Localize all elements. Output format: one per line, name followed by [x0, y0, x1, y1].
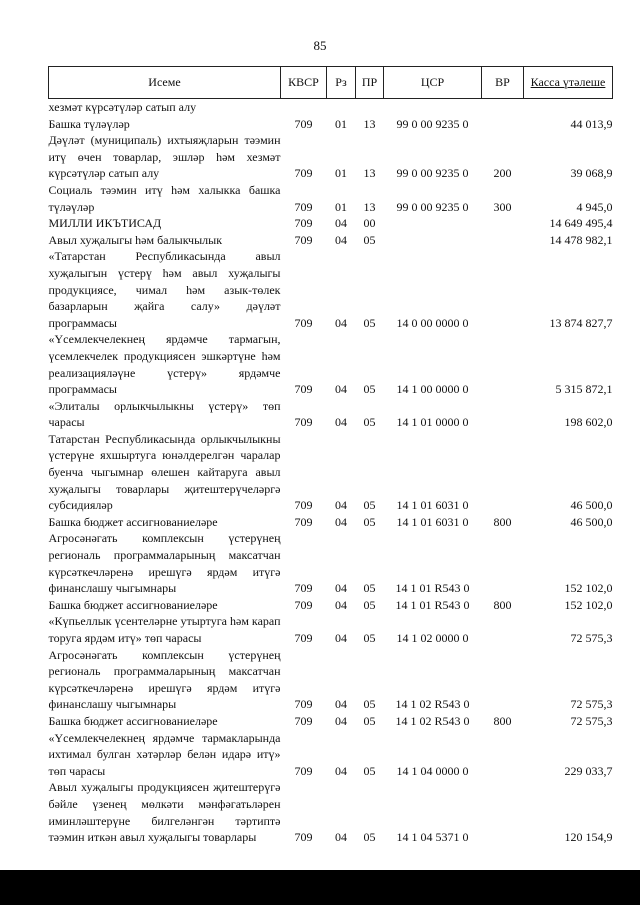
row-vr: 200 [493, 166, 512, 181]
row-kvsr: 709 [294, 315, 313, 330]
row-name: «Күпьеллык үсентеләрне утыртуга һәм карап торуга ярдәм итү» төп чарасы [48, 614, 281, 645]
row-vr: 800 [493, 597, 512, 612]
table-row [49, 730, 613, 780]
row-rz: 04 [335, 713, 347, 728]
row-vr: 800 [493, 514, 512, 529]
row-pr: 05 [363, 597, 376, 612]
row-csr: 14 1 01 6031 0 [396, 514, 469, 529]
row-csr: 14 1 02 R543 0 [395, 713, 470, 728]
row-pr: 05 [363, 498, 376, 513]
row-name: Башка бюджет ассигнованиеләре [48, 597, 218, 612]
row-pr [356, 99, 384, 116]
scan-bottom-edge [0, 870, 640, 905]
row-vr [482, 331, 524, 397]
table-row [49, 597, 613, 614]
row-rz [327, 99, 356, 116]
row-rz: 04 [335, 597, 347, 612]
row-kvsr: 709 [294, 216, 313, 231]
row-kassa: 14 478 982,1 [549, 232, 613, 247]
row-csr: 14 1 04 5371 0 [396, 830, 469, 845]
row-vr [482, 730, 524, 780]
row-name: Агросәнәгать комплексын үстерүнең региональ программаларының максатчан күрсәткечләренә ирешүгә ярдәм итүгә финанслашу чыгымнары [48, 531, 281, 596]
row-kassa: 229 033,7 [564, 763, 613, 778]
row-kassa: 152 102,0 [564, 581, 613, 596]
row-kassa: 44 013,9 [570, 116, 613, 131]
row-csr: 14 1 01 0000 0 [396, 415, 469, 430]
row-csr: 14 1 01 R543 0 [395, 597, 470, 612]
row-vr [482, 431, 524, 514]
table-row [49, 99, 613, 116]
row-rz: 04 [335, 498, 347, 513]
row-pr: 13 [363, 116, 376, 131]
row-csr [384, 99, 482, 116]
col-header-csr: ЦСР [384, 67, 482, 99]
row-name: «Татарстан Республикасында авыл хуҗалыгын үстерү һәм авыл хуҗалыгы продукциясе, чимал һәм азык-төлек базарларын җайга салу» дәүләт программасы [48, 249, 281, 330]
row-name: Дәүләт (муниципаль) ихтыяҗларын тәэмин итү өчен товарлар, эшләр һәм хезмәт күрсәтүләр сатып алу [48, 133, 281, 181]
row-rz: 04 [335, 232, 347, 247]
row-vr [482, 116, 524, 133]
row-pr: 05 [363, 514, 376, 529]
table-row [49, 248, 613, 331]
row-csr: 99 0 00 9235 0 [396, 166, 469, 181]
row-kvsr: 709 [294, 597, 313, 612]
row-name: хезмәт күрсәтүләр сатып алу [48, 100, 197, 114]
row-rz: 01 [335, 116, 347, 131]
row-vr [482, 530, 524, 596]
row-rz: 04 [335, 382, 347, 397]
row-kvsr: 709 [294, 631, 313, 645]
row-kvsr: 709 [294, 830, 313, 845]
table-row [49, 182, 613, 215]
row-kassa: 198 602,0 [564, 415, 613, 430]
row-kvsr: 709 [294, 498, 313, 513]
col-header-kassa [524, 67, 613, 99]
row-kassa [524, 99, 613, 116]
row-name: «Үсемлекчелекнең ярдәмче тармакларында ихтимал булган хәтәрләр белән идарә итү» төп чарасы [48, 730, 281, 778]
row-kassa: 5 315 872,1 [555, 382, 613, 397]
table-row [49, 713, 613, 730]
row-kassa: 39 068,9 [570, 166, 613, 181]
row-pr: 05 [363, 713, 376, 728]
table-row [49, 132, 613, 182]
row-pr: 05 [363, 631, 376, 645]
row-csr: 14 1 00 0000 0 [396, 382, 469, 397]
page-number: 85 [313, 38, 327, 53]
table-row [49, 215, 613, 232]
row-vr [482, 248, 524, 331]
row-rz: 04 [335, 697, 347, 712]
row-kvsr: 709 [294, 713, 313, 728]
row-rz: 04 [335, 216, 347, 231]
row-csr: 14 1 01 R543 0 [395, 581, 470, 596]
col-header-kvsr: КВСР [281, 67, 327, 99]
row-kassa: 14 649 495,4 [549, 216, 613, 231]
row-kassa: 4 945,0 [576, 199, 613, 214]
col-header-pr: ПР [356, 67, 384, 99]
row-kvsr: 709 [294, 166, 313, 181]
row-pr: 05 [363, 763, 376, 778]
row-kassa: 120 154,9 [564, 830, 613, 845]
row-vr [482, 779, 524, 845]
table-row [49, 116, 613, 133]
row-vr [482, 647, 524, 713]
row-vr [482, 613, 524, 646]
row-rz: 04 [335, 631, 347, 645]
row-name: Авыл хуҗалыгы һәм балыкчылык [48, 232, 223, 247]
row-pr: 05 [363, 581, 376, 596]
row-rz: 04 [335, 315, 347, 330]
row-csr [384, 232, 482, 249]
table-header-row [49, 67, 613, 99]
row-vr [482, 232, 524, 249]
row-csr: 99 0 00 9235 0 [396, 199, 469, 214]
row-kassa: 46 500,0 [570, 514, 613, 529]
table-row [49, 647, 613, 713]
row-kvsr: 709 [294, 697, 313, 712]
row-kassa: 72 575,3 [570, 697, 613, 712]
row-kvsr: 709 [294, 415, 313, 430]
row-csr: 14 0 00 0000 0 [396, 315, 469, 330]
row-pr: 05 [363, 415, 376, 430]
row-rz: 01 [335, 166, 347, 181]
row-kassa: 72 575,3 [570, 631, 613, 645]
row-rz: 04 [335, 581, 347, 596]
row-name: Башка бюджет ассигнованиеләре [48, 514, 218, 529]
row-kvsr: 709 [294, 382, 313, 397]
row-vr [482, 398, 524, 431]
kassa-label: Касса үтәлеше [530, 75, 606, 89]
row-csr [384, 215, 482, 232]
row-kassa: 46 500,0 [570, 498, 613, 513]
row-kvsr: 709 [294, 763, 313, 778]
row-pr: 05 [363, 697, 376, 712]
row-kvsr: 709 [294, 514, 313, 529]
col-header-rz: Рз [327, 67, 356, 99]
row-csr: 14 1 01 6031 0 [396, 498, 469, 513]
row-name: МИЛЛИ ИКЪТИСАД [48, 216, 162, 231]
row-kvsr: 709 [294, 116, 313, 131]
row-csr: 14 1 04 0000 0 [396, 763, 469, 778]
table-row [49, 613, 613, 646]
table-row [49, 530, 613, 596]
row-kvsr: 709 [294, 232, 313, 247]
row-name: Авыл хуҗалыгы продукциясен җитештерүгә бәйле үзенең мөлкәти мәнфәгатьләрен иминләштерүне билгеләнгән тәртиптә тәэмин иткән авыл хуҗалыгы товарлары [48, 780, 281, 845]
row-vr: 300 [493, 199, 512, 214]
row-name: Башка бюджет ассигнованиеләре [48, 713, 218, 728]
col-header-vr: ВР [482, 67, 524, 99]
row-rz: 04 [335, 514, 347, 529]
row-pr: 05 [363, 382, 376, 397]
row-vr [482, 215, 524, 232]
row-csr: 14 1 02 R543 0 [395, 697, 470, 712]
table-row [49, 331, 613, 397]
row-rz: 04 [335, 830, 347, 845]
row-csr: 99 0 00 9235 0 [396, 116, 469, 131]
row-name: Татарстан Республикасында орлыкчылыкны үстерүне яхшыртуга юнәлдерелгән чаралар буенча чыгымнар өлешен кайтаруга авыл хуҗалыгы товарлары җитештерүчеләргә субсидияләр [48, 431, 281, 513]
row-csr: 14 1 02 0000 0 [396, 631, 469, 645]
table-row [49, 514, 613, 531]
row-vr: 800 [493, 713, 512, 728]
row-pr: 05 [363, 315, 376, 330]
row-name: Агросәнәгать комплексын үстерүнең региональ программаларының максатчан күрсәткечләренә ирешүгә ярдәм итүгә финанслашу чыгымнары [48, 647, 281, 712]
row-kvsr [281, 99, 327, 116]
row-vr [482, 99, 524, 116]
table-row [49, 232, 613, 249]
table-row [49, 431, 613, 514]
row-kvsr: 709 [294, 581, 313, 596]
row-kvsr: 709 [294, 199, 313, 214]
table-row [49, 779, 613, 845]
col-header-name: Исеме [49, 67, 281, 99]
table-row [49, 398, 613, 431]
row-kassa: 152 102,0 [564, 597, 613, 612]
row-rz: 04 [335, 763, 347, 778]
row-name: Башка түләүләр [48, 116, 130, 131]
row-pr: 00 [363, 216, 376, 231]
row-name: Социаль тәэмин итү һәм халыкка башка түләүләр [48, 182, 281, 214]
row-rz: 01 [335, 199, 347, 214]
row-pr: 13 [363, 199, 376, 214]
budget-table [48, 66, 613, 846]
row-pr: 13 [363, 166, 376, 181]
row-kassa: 72 575,3 [570, 713, 613, 728]
row-pr: 05 [363, 830, 376, 845]
row-name: «Элиталы орлыкчылыкны үстерү» төп чарасы [48, 398, 281, 430]
row-rz: 04 [335, 415, 347, 430]
row-pr: 05 [363, 232, 376, 247]
row-kassa: 13 874 827,7 [549, 315, 613, 330]
row-name: «Үсемлекчелекнең ярдәмче тармагын, үсемлекчелек продукциясен эшкәртүне һәм реализацияләүне үстерү» ярдәмче программасы [48, 332, 281, 397]
